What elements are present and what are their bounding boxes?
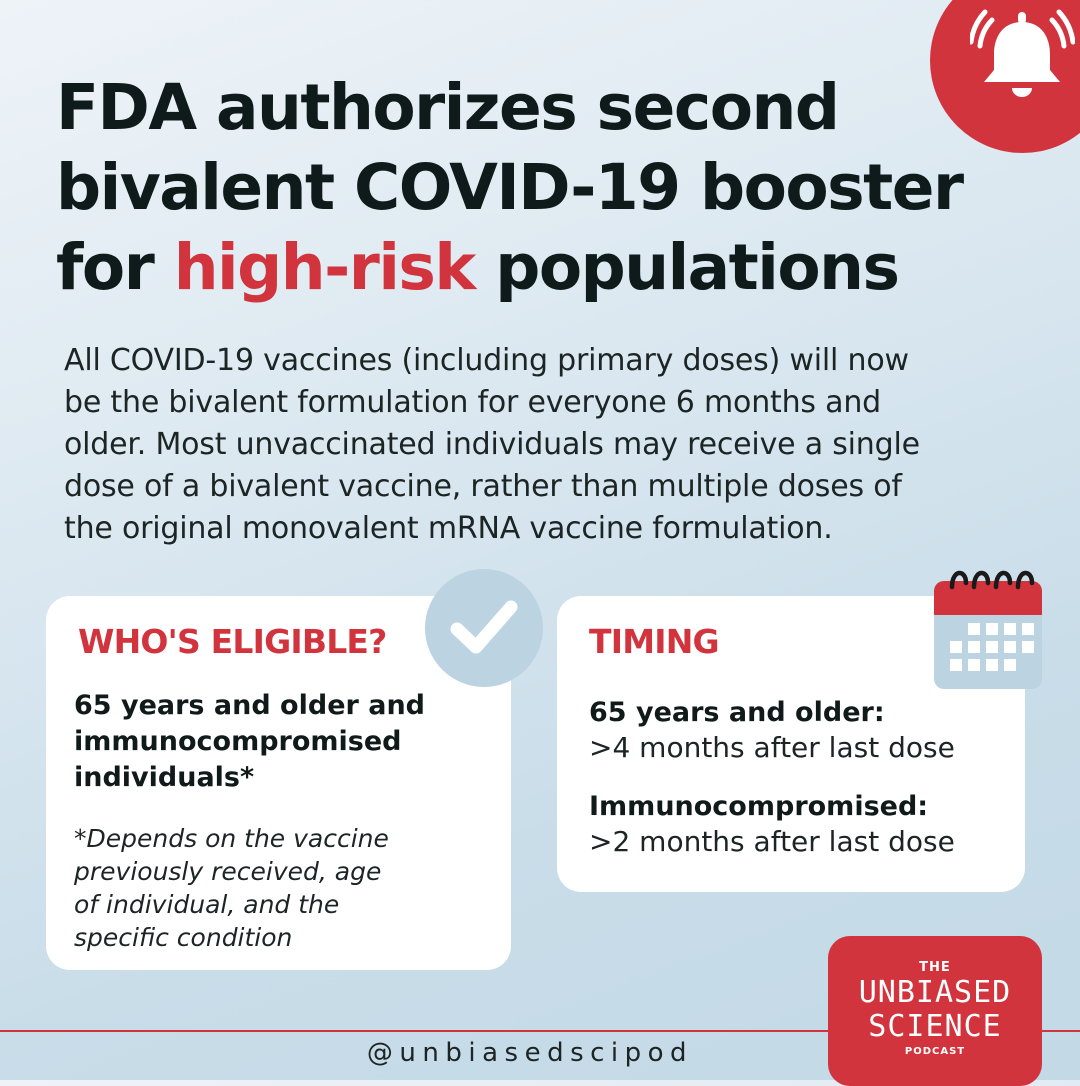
intro-line: All COVID-19 vaccines (including primary doses) will now: [64, 343, 909, 378]
footnote-line: specific condition: [74, 923, 293, 952]
timing-label: Immunocompromised:: [589, 791, 929, 822]
timing-title: TIMING: [589, 622, 719, 661]
logo-word-science: SCIENCE: [868, 1009, 1002, 1044]
headline-line-1: FDA authorizes second: [56, 71, 839, 144]
headline-line-3: [56, 228, 1036, 308]
eligibility-criteria-line: individuals*: [74, 762, 255, 793]
logo-the: THE: [919, 960, 951, 975]
intro-line: older. Most unvaccinated individuals may receive a single: [64, 427, 920, 462]
intro-line: the original monovalent mRNA vaccine formulation.: [64, 511, 833, 546]
intro-line: be the bivalent formulation for everyone 6 months and: [64, 385, 882, 420]
timing-group-older-adults: [589, 696, 955, 766]
headline: [56, 68, 1036, 308]
timing-value: >4 months after last dose: [589, 731, 955, 764]
headline-line-3-prefix: for: [56, 231, 174, 304]
timing-value: >2 months after last dose: [589, 825, 955, 858]
unbiased-science-logo: [828, 936, 1042, 1086]
timing-label: 65 years and older:: [589, 697, 885, 728]
footnote-line: previously received, age: [74, 857, 382, 886]
eligibility-criteria-line: immunocompromised: [74, 726, 402, 757]
logo-podcast: PODCAST: [904, 1046, 966, 1057]
footnote-line: of individual, and the: [74, 890, 340, 919]
footnote-line: *Depends on the vaccine: [74, 824, 389, 853]
intro-line: dose of a bivalent vaccine, rather than multiple doses of: [64, 469, 902, 504]
social-handle: @unbiasedscipod: [366, 1038, 694, 1068]
intro-paragraph: [64, 340, 1054, 550]
eligibility-title: WHO'S ELIGIBLE?: [78, 622, 387, 661]
eligibility-footnote: [74, 822, 389, 954]
headline-line-3-suffix: populations: [474, 231, 899, 304]
headline-highlight: high-risk: [173, 231, 475, 304]
check-badge: [425, 569, 543, 687]
eligibility-criteria-line: 65 years and older and: [74, 690, 425, 721]
logo-word-unbiased: UNBIASED: [858, 975, 1012, 1010]
checkmark-icon: [449, 595, 519, 661]
eligibility-criteria: [74, 688, 425, 796]
headline-line-2: bivalent COVID-19 booster: [56, 151, 963, 224]
calendar-icon: [932, 565, 1044, 691]
timing-group-immunocompromised: [589, 790, 955, 860]
